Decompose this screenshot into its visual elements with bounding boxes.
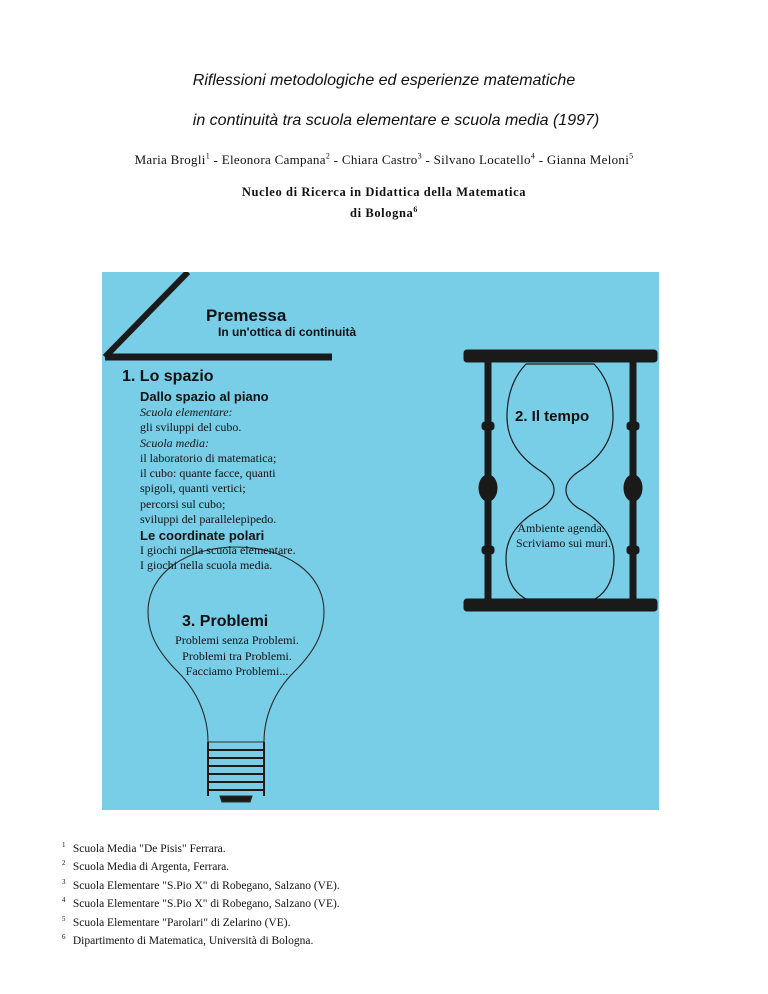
footnote: $^4$ Scuola Elementare "S.Pio X" di Robegano, Salzano (VE). [62, 896, 340, 911]
author: Gianna Meloni$^5$ [546, 152, 634, 168]
tempo-line: Ambiente agenda. [517, 521, 605, 535]
spazio-line: sviluppi del parallelepipedo. [140, 512, 277, 527]
author: Chiara Castro$^3$ [341, 152, 422, 168]
problemi-line: Problemi tra Problemi. [182, 648, 292, 663]
tempo-list [516, 521, 611, 551]
author: Maria Brogli$^1$ [134, 152, 210, 168]
spazio-list [140, 405, 276, 527]
spazio-line: spigoli, quanti vertici; [140, 481, 246, 496]
spazio-line: percorsi sul cubo; [140, 496, 226, 511]
footnote: $^5$ Scuola Elementare "Parolari" di Zelarino (VE). [62, 914, 291, 929]
footnote: $^2$ Scuola Media di Argenta, Ferrara. [62, 859, 230, 874]
premessa-subtitle: In un'ottica di continuità [218, 325, 357, 339]
tempo-heading: 2. Il tempo [515, 408, 590, 425]
premessa-title: Premessa [206, 306, 287, 325]
document-title: Riflessioni metodologiche ed esperienze matematiche [192, 72, 576, 89]
spazio-subheading: Dallo spazio al piano [140, 389, 269, 404]
spazio-line: il cubo: quante facce, quanti [140, 466, 276, 481]
problemi-list [162, 633, 312, 680]
document-subtitle: in continuità tra scuola elementare e scuola media (1997) [192, 112, 600, 129]
spazio-line: gli sviluppi del cubo. [140, 420, 242, 435]
footnote: $^3$ Scuola Elementare "S.Pio X" di Robegano, Salzano (VE). [62, 877, 340, 892]
spazio-line: I giochi nella scuola elementare. [140, 543, 296, 557]
tempo-line: Scriviamo sui muri. [516, 536, 611, 550]
spazio-heading: 1. Lo spazio [122, 368, 214, 385]
spazio-line: il laboratorio di matematica; [140, 450, 277, 465]
affiliation: Nucleo di Ricerca in Didattica della Matematica di Bologna$^6$ [241, 185, 527, 221]
problemi-heading: 3. Problemi [182, 613, 269, 630]
scanned-figure [102, 272, 659, 810]
author-list: Maria Brogli$^1$ - Eleonora Campana$^2$ - Chiara Castro$^3$ - Silvano Locatello$^4$ - Gianna Meloni$^5$ [134, 152, 634, 168]
problemi-line: Problemi senza Problemi. [175, 633, 299, 647]
author: Eleonora Campana$^2$ [221, 152, 331, 168]
problemi-line: Facciamo Problemi... [185, 664, 289, 678]
spazio-line: Scuola media: [140, 435, 209, 450]
spazio-line: Scuola elementare: [140, 405, 233, 419]
coordinate-polari-heading: Le coordinate polari [140, 528, 265, 543]
coordinate-polari-list [140, 543, 296, 574]
author: Silvano Locatello$^4$ [433, 152, 536, 168]
hourglass-shape [464, 350, 657, 611]
footnote: $^6$ Dipartimento di Matematica, Università di Bologna. [62, 933, 314, 947]
footnotes [62, 838, 340, 949]
footnote: $^1$ Scuola Media "De Pisis" Ferrara. [62, 841, 226, 855]
spazio-line: I giochi nella scuola media. [140, 558, 273, 573]
